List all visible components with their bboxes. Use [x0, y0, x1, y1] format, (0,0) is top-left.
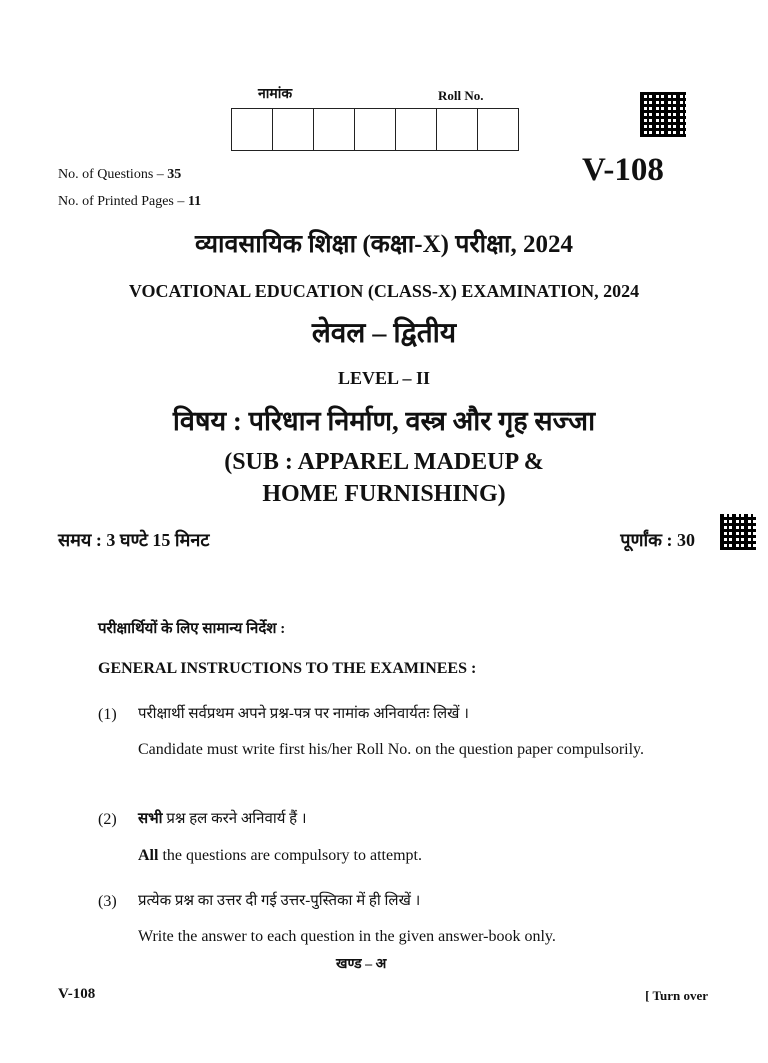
level-english: LEVEL – II: [337, 368, 431, 388]
item-number: (3): [98, 893, 117, 910]
qr-code: [720, 514, 756, 550]
instruction-hindi: प्रत्येक प्रश्न का उत्तर दी गई उत्तर-पुस्तिका में ही लिखें ।: [138, 893, 421, 909]
question-count: No. of Questions – 35: [58, 167, 182, 182]
page-count: No. of Printed Pages – 11: [58, 194, 202, 209]
title-hindi: व्यावसायिक शिक्षा (कक्षा-X) परीक्षा, 2024: [194, 231, 574, 258]
subject-hindi: विषय : परिधान निर्माण, वस्त्र और गृह सज्जा: [172, 406, 596, 436]
instructions-heading-hindi: परीक्षार्थियों के लिए सामान्य निर्देश :: [98, 621, 286, 637]
roll-label-hindi: नामांक: [258, 87, 293, 102]
instruction-hindi: सभी प्रश्न हल करने अनिवार्य हैं ।: [138, 811, 307, 827]
instruction-english: Write the answer to each question in the given answer-book only.: [138, 928, 556, 945]
item-number: (2): [98, 811, 117, 828]
roll-label: Roll No.: [438, 88, 484, 103]
section-heading: खण्ड – अ: [336, 957, 387, 972]
instructions-heading-english: GENERAL INSTRUCTIONS TO THE EXAMINEES :: [98, 660, 477, 677]
datamatrix-code: [640, 92, 686, 137]
instruction-english: All the questions are compulsory to attempt.: [138, 847, 422, 864]
footer-paper-code: V-108: [58, 986, 96, 1002]
time-allowed: समय : 3 घण्टे 15 मिनट: [58, 530, 210, 550]
paper-code: V-108: [582, 152, 664, 188]
level-hindi: लेवल – द्वितीय: [311, 318, 457, 349]
item-number: (1): [98, 706, 117, 723]
title-english: VOCATIONAL EDUCATION (CLASS-X) EXAMINATION, 2024: [128, 281, 640, 301]
subject-english-2: HOME FURNISHING): [262, 481, 506, 507]
instruction-english: Candidate must write first his/her Roll No. on the question paper compulsorily.: [138, 741, 644, 758]
maximum-marks: पूर्णांक : 30: [620, 530, 695, 550]
instruction-hindi: परीक्षार्थी सर्वप्रथम अपने प्रश्न-पत्र पर नामांक अनिवार्यतः लिखें ।: [138, 706, 469, 722]
subject-english-1: (SUB : APPAREL MADEUP &: [224, 449, 544, 475]
turn-over-note: [ Turn over: [645, 988, 708, 1003]
roll-number-boxes[interactable]: [231, 108, 519, 151]
